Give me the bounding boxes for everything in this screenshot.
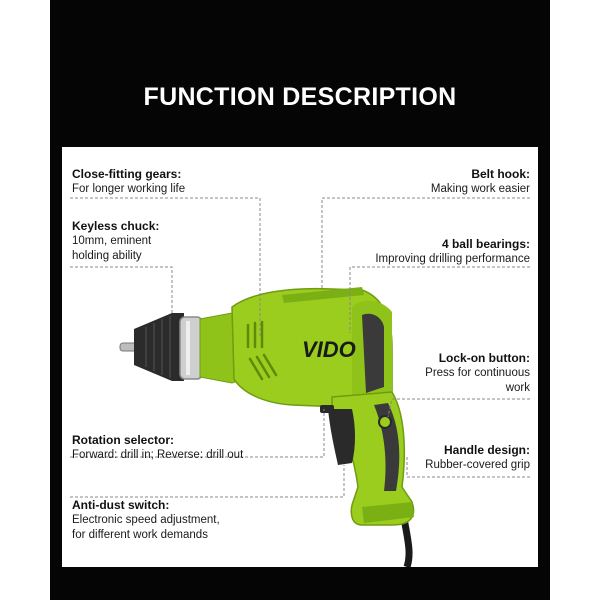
- feature-keyless-chuck: [72, 219, 159, 264]
- feature-anti-dust-switch: [72, 498, 220, 543]
- feature-heading: Handle design:: [443, 443, 530, 457]
- feature-desc: holding ability: [72, 250, 142, 262]
- feature-belt-hook: [431, 167, 530, 197]
- feature-desc: for different work demands: [72, 529, 208, 541]
- page-title: FUNCTION DESCRIPTION: [143, 83, 457, 111]
- feature-heading: Rotation selector:: [72, 433, 175, 447]
- feature-desc: Press for continuous: [425, 367, 530, 379]
- feature-desc: Forward: drill in; Reverse: drill out: [72, 449, 244, 461]
- feature-close-fitting-gears: [72, 167, 185, 197]
- feature-desc: Rubber-covered grip: [425, 459, 530, 471]
- feature-handle-design: [425, 443, 530, 473]
- feature-desc: 10mm, eminent: [72, 235, 152, 247]
- brand-logo: VIDO: [302, 337, 356, 362]
- feature-heading: Keyless chuck:: [72, 219, 160, 233]
- feature-heading: Belt hook:: [471, 167, 530, 181]
- feature-desc: For longer working life: [72, 183, 186, 195]
- feature-desc: Improving drilling performance: [375, 253, 530, 265]
- feature-ball-bearings: [375, 237, 530, 267]
- feature-heading: Lock-on button:: [438, 351, 530, 365]
- feature-desc: work: [505, 382, 530, 394]
- feature-heading: 4 ball bearings:: [441, 237, 530, 251]
- feature-desc: Electronic speed adjustment,: [72, 514, 220, 526]
- feature-heading: Anti-dust switch:: [72, 498, 170, 512]
- feature-panel: [62, 147, 538, 567]
- feature-lock-on-button: [425, 351, 530, 396]
- feature-heading: Close-fitting gears:: [72, 167, 182, 181]
- feature-desc: Making work easier: [430, 183, 530, 195]
- feature-rotation-selector: [72, 433, 243, 463]
